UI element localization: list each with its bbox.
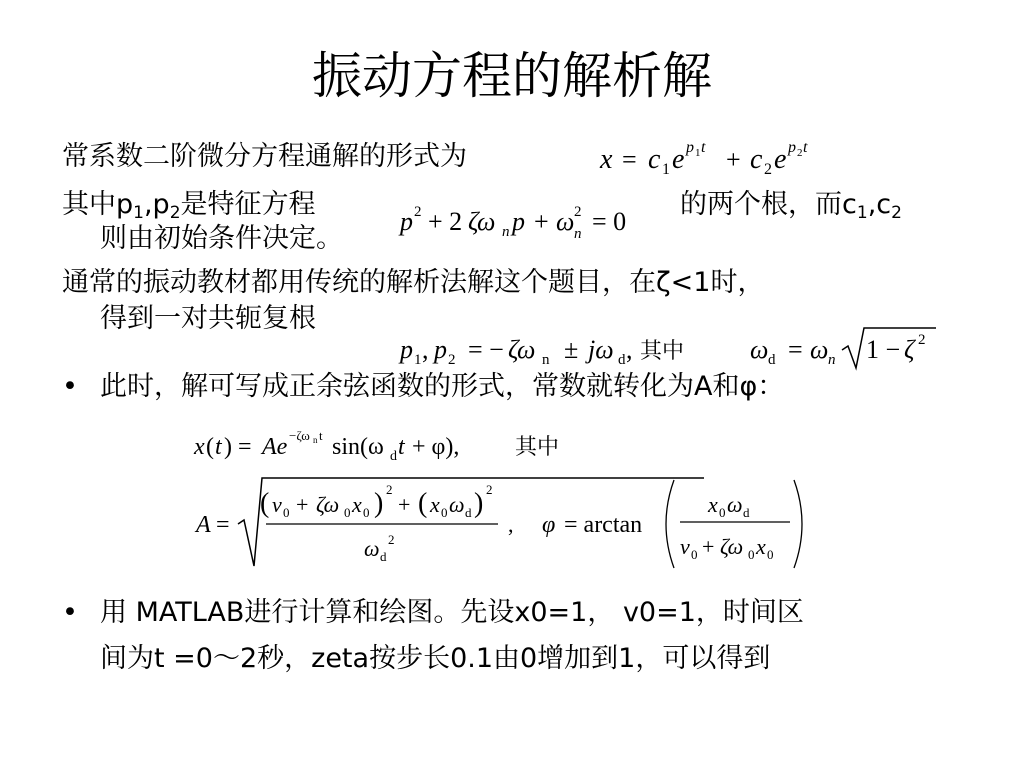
- svg-text:(: (: [418, 488, 428, 519]
- svg-text:ζω: ζω: [316, 492, 340, 517]
- svg-text:+: +: [296, 492, 309, 517]
- svg-text:ω: ω: [727, 492, 743, 517]
- svg-text:−ζω: −ζω: [289, 428, 310, 443]
- svg-text:n: n: [574, 226, 582, 242]
- svg-text:ω: ω: [556, 207, 575, 236]
- svg-text:): ): [374, 488, 384, 519]
- svg-text:,: ,: [626, 335, 633, 364]
- svg-text:0: 0: [719, 505, 726, 520]
- svg-text:ω: ω: [810, 335, 829, 364]
- svg-text:+ 2: + 2: [428, 207, 463, 236]
- svg-text:ω: ω: [449, 492, 465, 517]
- svg-text:ζω: ζω: [468, 207, 496, 236]
- svg-text:(: (: [206, 434, 214, 460]
- svg-text:+: +: [702, 534, 715, 559]
- svg-text:v: v: [272, 492, 282, 517]
- svg-text:,: ,: [422, 335, 429, 364]
- svg-text:x: x: [352, 492, 362, 517]
- svg-text:t: t: [319, 428, 323, 443]
- text-matlab-range: 间为t =0～2秒，zeta按步长0.1由0增加到1，可以得到: [100, 643, 771, 674]
- svg-text:2: 2: [797, 147, 803, 159]
- svg-text:2: 2: [574, 204, 582, 220]
- svg-text:其中: 其中: [640, 339, 685, 364]
- bullet-mark: •: [62, 371, 78, 402]
- svg-text:d: d: [743, 505, 750, 520]
- slide-title: 振动方程的解析解: [312, 47, 712, 105]
- svg-text:ω: ω: [750, 335, 769, 364]
- svg-text:ζω: ζω: [508, 335, 536, 364]
- formula-general-solution: [596, 134, 856, 178]
- svg-text:+: +: [726, 145, 741, 174]
- text-conjugate-roots: 得到一对共轭复根: [100, 303, 316, 334]
- formula-characteristic-equation: [396, 196, 676, 244]
- svg-text:n: n: [313, 435, 318, 445]
- svg-text:2: 2: [414, 204, 422, 220]
- svg-text:sin(ω: sin(ω: [332, 434, 384, 460]
- svg-text:x: x: [430, 492, 440, 517]
- formula-amplitude-phase: [192, 472, 832, 572]
- svg-text:d: d: [390, 449, 397, 464]
- svg-text:0: 0: [283, 505, 290, 520]
- svg-text:2: 2: [918, 332, 926, 348]
- text-matlab-setup: 用 MATLAB进行计算和绘图。先设x0=1， v0=1，时间区: [100, 597, 804, 628]
- svg-text:t: t: [803, 139, 808, 156]
- svg-text:ζω: ζω: [720, 534, 744, 559]
- svg-text:d: d: [618, 352, 626, 368]
- svg-text:d: d: [768, 352, 776, 368]
- text-traditional-method: 通常的振动教材都用传统的解析法解这个题目，在ζ<1时，: [62, 267, 765, 298]
- formula-solution: [190, 424, 610, 468]
- svg-text:±: ±: [564, 335, 579, 364]
- svg-text:1: 1: [662, 161, 670, 178]
- svg-text:p: p: [512, 207, 525, 236]
- svg-text:t: t: [701, 139, 706, 156]
- svg-text:= −: = −: [468, 335, 504, 364]
- svg-text:0: 0: [441, 505, 448, 520]
- svg-text:n: n: [542, 352, 550, 368]
- svg-text:c: c: [648, 144, 661, 175]
- svg-text:c: c: [750, 144, 763, 175]
- svg-text:2: 2: [386, 482, 393, 497]
- svg-text:2: 2: [764, 161, 772, 178]
- text-general-solution: 常系数二阶微分方程通解的形式为: [62, 141, 467, 172]
- svg-text:d: d: [465, 505, 472, 520]
- svg-text:n: n: [828, 352, 836, 368]
- svg-text:0: 0: [344, 505, 351, 520]
- svg-text:e: e: [672, 144, 685, 175]
- svg-text:0: 0: [748, 547, 755, 562]
- svg-text:= 0: = 0: [592, 207, 627, 236]
- text-roots-constants: 的两个根，而$c_1,c_2$: [680, 189, 902, 223]
- svg-text:=: =: [788, 335, 803, 364]
- svg-text:= arctan: = arctan: [564, 512, 643, 538]
- formula-conjugate-roots: [396, 322, 956, 374]
- svg-text:φ: φ: [542, 512, 556, 538]
- svg-text:x: x: [600, 144, 613, 175]
- svg-text:2: 2: [388, 532, 395, 547]
- svg-text:p: p: [788, 139, 796, 156]
- svg-text:p: p: [400, 207, 413, 236]
- svg-text:e: e: [774, 144, 787, 175]
- svg-text:0: 0: [363, 505, 370, 520]
- svg-text:1 −: 1 −: [866, 335, 901, 364]
- text-initial-conditions: 则由初始条件决定。: [100, 223, 343, 254]
- svg-text:+: +: [534, 207, 549, 236]
- svg-text:p: p: [434, 335, 447, 364]
- svg-text:0: 0: [767, 547, 774, 562]
- svg-text:=: =: [622, 145, 637, 174]
- svg-text:p: p: [686, 139, 694, 156]
- svg-text:其中: 其中: [515, 435, 560, 460]
- svg-text:1: 1: [695, 147, 701, 159]
- svg-text:jω: jω: [588, 335, 614, 364]
- svg-text:+: +: [398, 492, 411, 517]
- text-roots-intro: 其中$p_1,p_2$是特征方程: [62, 189, 316, 223]
- svg-text:): ): [474, 488, 484, 519]
- svg-text:1: 1: [414, 352, 422, 368]
- svg-text:ω: ω: [364, 536, 380, 561]
- svg-text:+ φ),: + φ),: [412, 434, 460, 460]
- svg-text:x: x: [194, 434, 205, 460]
- text-sine-cosine-form: 此时，解可写成正余弦函数的形式，常数就转化为A和φ：: [100, 371, 785, 402]
- svg-text:2: 2: [486, 482, 493, 497]
- svg-text:Ae: Ae: [262, 434, 288, 460]
- svg-text:ζ: ζ: [904, 335, 915, 364]
- svg-text:A: A: [196, 512, 211, 538]
- svg-text:d: d: [380, 549, 387, 564]
- svg-text:n: n: [502, 224, 510, 240]
- svg-text:t: t: [215, 434, 222, 460]
- svg-text:v: v: [680, 534, 690, 559]
- svg-text:x: x: [756, 534, 766, 559]
- svg-text:,: ,: [508, 512, 514, 537]
- svg-text:p: p: [400, 335, 413, 364]
- svg-text:t: t: [398, 434, 405, 460]
- svg-text:(: (: [260, 488, 270, 519]
- svg-text:=: =: [216, 512, 230, 538]
- svg-text:2: 2: [448, 352, 456, 368]
- svg-text:0: 0: [691, 547, 698, 562]
- bullet-mark: •: [62, 597, 78, 628]
- svg-text:) =: ) =: [224, 434, 252, 460]
- svg-text:x: x: [708, 492, 718, 517]
